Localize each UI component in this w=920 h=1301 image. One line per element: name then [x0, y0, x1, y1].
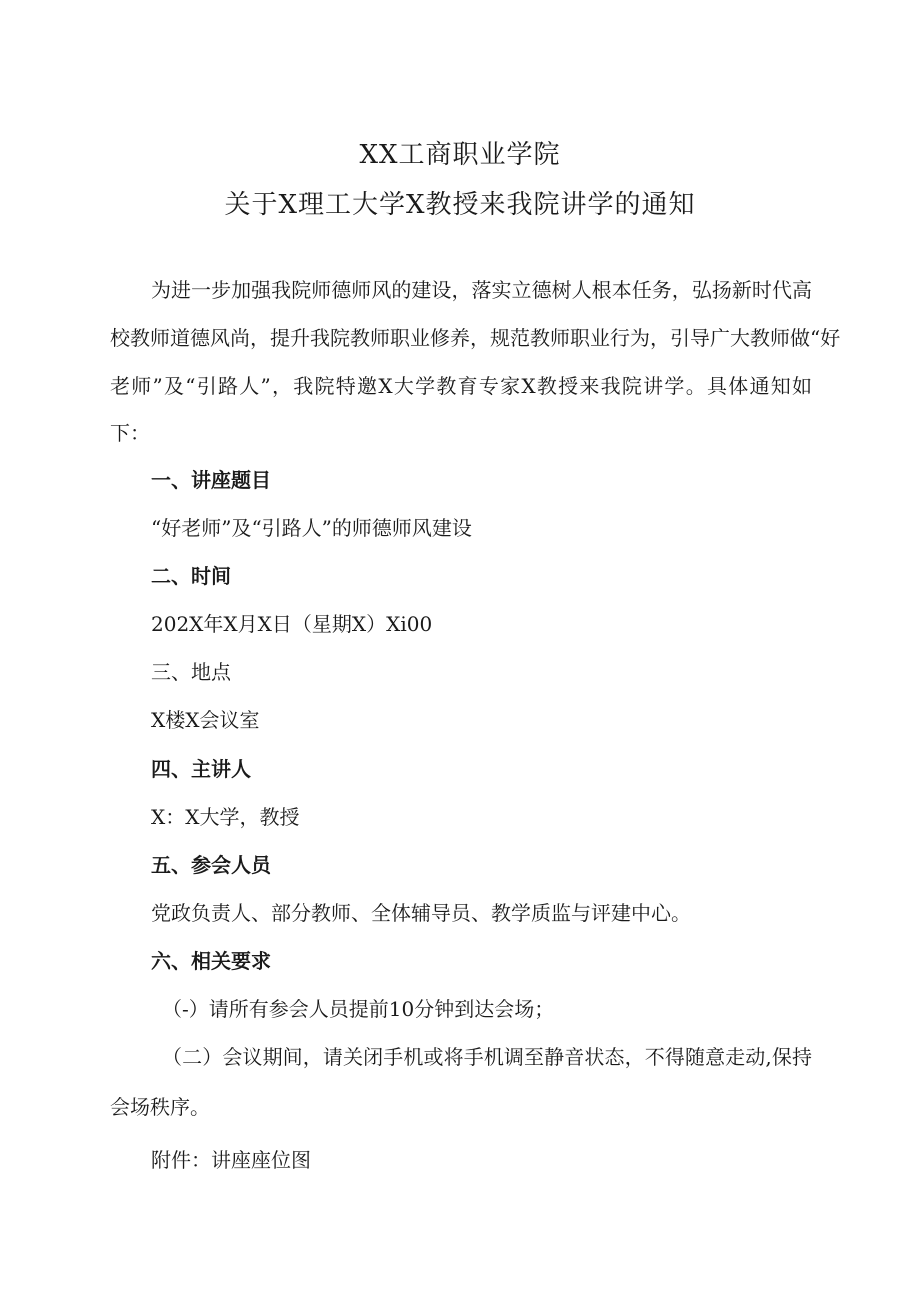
section-heading-speaker: 四、主讲人: [151, 757, 251, 781]
section-content-location: X楼X会议室: [151, 708, 260, 732]
section-content-time: 202X年X月X日（星期X）Xi00: [151, 612, 433, 636]
intro-line: 为进一步加强我院师德师风的建设，落实立德树人根本任务，弘扬新时代高: [151, 278, 812, 302]
section-heading-time: 二、时间: [151, 564, 231, 588]
attachment-note: 附件：讲座座位图: [151, 1148, 311, 1172]
section-heading-requirements: 六、相关要求: [151, 949, 271, 973]
section-heading-topic: 一、讲座题目: [151, 468, 271, 492]
requirement-item-continued: 会场秩序。: [110, 1095, 210, 1119]
intro-line: 校教师道德风尚，提升我院教师职业修养，规范教师职业行为，引导广大教师做“好: [110, 326, 841, 350]
section-heading-attendees: 五、参会人员: [151, 853, 271, 877]
section-content-topic: “好老师”及“引路人”的师德师风建设: [151, 516, 472, 540]
document-title-line2: 关于X理工大学X教授来我院讲学的通知: [224, 190, 696, 220]
section-content-speaker: X：X大学，教授: [151, 805, 300, 829]
section-heading-location: 三、地点: [151, 660, 231, 684]
section-content-attendees: 党政负责人、部分教师、全体辅导员、教学质监与评建中心。: [151, 901, 691, 925]
requirement-item: （二）会议期间，请关闭手机或将手机调至静音状态，不得随意走动,保持: [162, 1045, 812, 1069]
intro-line: 下：: [110, 421, 150, 445]
document-title-line1: XX工商职业学院: [359, 140, 561, 170]
requirement-item: （-）请所有参会人员提前10分钟到达会场；: [162, 997, 555, 1021]
intro-line: 老师”及“引路人”，我院特邀X大学教育专家X教授来我院讲学。具体通知如: [110, 374, 812, 398]
